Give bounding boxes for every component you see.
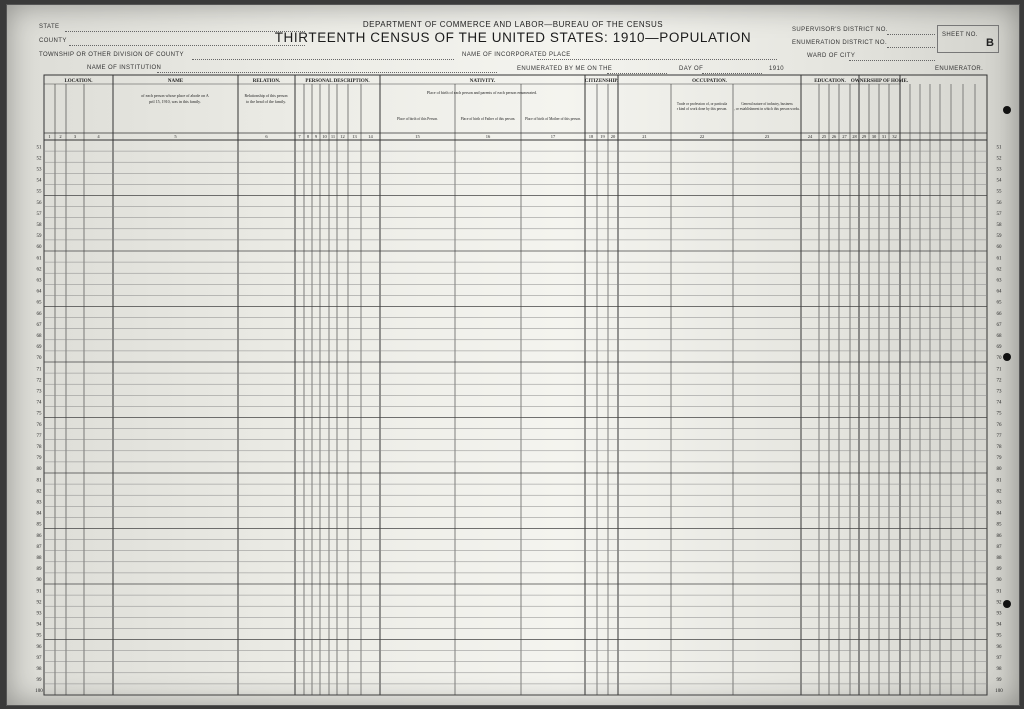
column-number: 6 bbox=[265, 134, 268, 139]
row-number-right: 91 bbox=[996, 589, 1002, 595]
row-number-right: 73 bbox=[996, 389, 1002, 395]
row-number-left: 74 bbox=[36, 400, 42, 406]
row-number-left: 88 bbox=[36, 556, 42, 562]
row-number-left: 54 bbox=[36, 178, 42, 184]
row-number-right: 51 bbox=[996, 145, 1002, 151]
row-number-left: 100 bbox=[35, 689, 43, 695]
row-number-left: 69 bbox=[36, 345, 42, 351]
row-number-left: 56 bbox=[36, 200, 42, 206]
name-instructions: pril 15, 1910, was in this family. bbox=[149, 99, 201, 104]
row-number-left: 53 bbox=[36, 167, 42, 173]
row-number-left: 77 bbox=[36, 433, 42, 439]
row-number-left: 70 bbox=[36, 356, 42, 362]
row-number-left: 87 bbox=[36, 544, 42, 550]
occupation-subhead: , or establishment in which this person works. bbox=[734, 107, 800, 111]
county-label: COUNTY bbox=[39, 38, 67, 44]
column-number: 24 bbox=[807, 134, 813, 139]
column-group-title: RELATION. bbox=[252, 79, 281, 84]
occupation-subhead: r kind of work done by this person. bbox=[676, 107, 728, 111]
column-number: 16 bbox=[485, 134, 491, 139]
row-number-right: 52 bbox=[996, 156, 1002, 162]
row-number-right: 71 bbox=[996, 367, 1002, 373]
row-number-left: 89 bbox=[36, 567, 42, 573]
row-number-left: 68 bbox=[36, 334, 42, 340]
row-number-right: 64 bbox=[996, 289, 1002, 295]
row-number-left: 73 bbox=[36, 389, 42, 395]
column-number: 28 bbox=[852, 134, 857, 139]
column-number: 11 bbox=[330, 134, 336, 139]
column-number: 23 bbox=[764, 134, 770, 139]
row-number-right: 100 bbox=[995, 689, 1003, 695]
row-number-left: 96 bbox=[36, 644, 42, 650]
punch-hole bbox=[1003, 353, 1011, 361]
row-number-right: 68 bbox=[996, 334, 1002, 340]
row-number-right: 66 bbox=[996, 311, 1002, 317]
row-number-right: 90 bbox=[996, 578, 1002, 584]
row-number-right: 57 bbox=[996, 211, 1002, 217]
department-heading: DEPARTMENT OF COMMERCE AND LABOR—BUREAU OF THE CENSUS bbox=[362, 20, 664, 29]
row-number-right: 89 bbox=[996, 567, 1002, 573]
row-number-right: 55 bbox=[996, 189, 1002, 195]
row-number-left: 91 bbox=[36, 589, 42, 595]
row-number-right: 60 bbox=[996, 245, 1002, 251]
row-number-right: 56 bbox=[996, 200, 1002, 206]
column-group-title: OCCUPATION. bbox=[692, 79, 727, 84]
enumerated-label: ENUMERATED BY ME ON THE bbox=[517, 66, 613, 72]
column-number: 27 bbox=[842, 134, 847, 139]
row-number-right: 84 bbox=[996, 511, 1002, 517]
row-number-right: 77 bbox=[996, 433, 1002, 439]
column-number: 3 bbox=[73, 134, 77, 139]
column-number: 31 bbox=[881, 134, 887, 139]
column-number: 32 bbox=[892, 134, 897, 139]
row-number-left: 52 bbox=[36, 156, 42, 162]
column-number: 25 bbox=[821, 134, 827, 139]
row-number-left: 62 bbox=[36, 267, 42, 273]
row-number-right: 82 bbox=[996, 489, 1002, 495]
row-number-right: 80 bbox=[996, 467, 1002, 473]
column-number: 9 bbox=[314, 134, 318, 139]
column-number: 4 bbox=[97, 134, 100, 139]
row-number-right: 65 bbox=[996, 300, 1002, 306]
day-of-label: DAY OF bbox=[679, 66, 704, 72]
sheet-number-label: SHEET NO. bbox=[942, 32, 978, 38]
institution-label: NAME OF INSTITUTION bbox=[87, 65, 162, 71]
occupation-subhead: General nature of industry, business bbox=[741, 102, 793, 106]
enumerator-label: ENUMERATOR. bbox=[935, 66, 984, 72]
column-number: 2 bbox=[59, 134, 62, 139]
row-number-left: 51 bbox=[36, 145, 42, 151]
relation-instructions: to the head of the family. bbox=[246, 99, 286, 104]
row-number-left: 71 bbox=[36, 367, 42, 373]
row-number-right: 74 bbox=[996, 400, 1002, 406]
row-number-left: 79 bbox=[36, 456, 42, 462]
row-number-left: 98 bbox=[36, 667, 42, 673]
row-number-right: 92 bbox=[996, 600, 1002, 606]
row-number-left: 64 bbox=[36, 289, 42, 295]
row-number-right: 53 bbox=[996, 167, 1002, 173]
row-number-right: 69 bbox=[996, 345, 1002, 351]
row-number-left: 99 bbox=[36, 678, 42, 684]
column-number: 18 bbox=[588, 134, 594, 139]
punch-hole bbox=[1003, 106, 1011, 114]
row-number-left: 97 bbox=[36, 655, 42, 661]
row-number-left: 72 bbox=[36, 378, 42, 384]
column-group-title: EDUCATION. bbox=[814, 79, 846, 84]
nativity-instructions: Place of birth of each person and parents of each person enumerated. bbox=[426, 90, 538, 95]
row-number-right: 83 bbox=[996, 500, 1002, 506]
row-number-right: 62 bbox=[996, 267, 1002, 273]
incorporated-place-label: NAME OF INCORPORATED PLACE bbox=[462, 52, 571, 58]
column-number: 8 bbox=[306, 134, 310, 139]
row-number-left: 75 bbox=[36, 411, 42, 417]
column-number: 30 bbox=[871, 134, 877, 139]
row-number-right: 99 bbox=[996, 678, 1002, 684]
row-number-right: 76 bbox=[996, 422, 1002, 428]
row-number-right: 61 bbox=[996, 256, 1002, 262]
row-number-left: 65 bbox=[36, 300, 42, 306]
row-number-left: 86 bbox=[36, 533, 42, 539]
row-number-left: 58 bbox=[36, 223, 42, 229]
row-number-left: 95 bbox=[36, 633, 42, 639]
row-number-left: 81 bbox=[36, 478, 42, 484]
column-number: 10 bbox=[322, 134, 327, 139]
column-group-title: CITIZENSHIP. bbox=[584, 79, 619, 84]
grid-frame bbox=[44, 75, 987, 695]
nativity-subhead: Place of birth of Mother of this person. bbox=[524, 117, 582, 121]
column-number: 19 bbox=[600, 134, 605, 139]
column-group-title: NATIVITY. bbox=[469, 79, 496, 84]
row-number-left: 55 bbox=[36, 189, 42, 195]
column-number: 7 bbox=[298, 134, 301, 139]
sheet-letter: B bbox=[986, 37, 994, 49]
column-number: 26 bbox=[831, 134, 837, 139]
row-number-right: 86 bbox=[996, 533, 1002, 539]
row-number-left: 60 bbox=[36, 245, 42, 251]
column-number: 29 bbox=[861, 134, 867, 139]
row-number-right: 67 bbox=[996, 322, 1002, 328]
row-number-left: 94 bbox=[36, 622, 42, 628]
row-number-right: 94 bbox=[996, 622, 1002, 628]
row-number-right: 72 bbox=[996, 378, 1002, 384]
nativity-subhead: Place of birth of this Person. bbox=[397, 117, 438, 121]
column-group-title: LOCATION. bbox=[64, 79, 93, 84]
row-number-right: 70 bbox=[996, 356, 1002, 362]
row-number-left: 80 bbox=[36, 467, 42, 473]
ward-label: WARD OF CITY bbox=[807, 53, 856, 59]
row-number-right: 93 bbox=[996, 611, 1002, 617]
row-number-left: 67 bbox=[36, 322, 42, 328]
column-number: 5 bbox=[174, 134, 177, 139]
column-number: 15 bbox=[415, 134, 420, 139]
row-number-right: 96 bbox=[996, 644, 1002, 650]
row-number-left: 66 bbox=[36, 311, 42, 317]
row-number-right: 63 bbox=[996, 278, 1002, 284]
column-group-title: PERSONAL DESCRIPTION. bbox=[305, 79, 370, 84]
column-number: 21 bbox=[642, 134, 647, 139]
row-number-left: 82 bbox=[36, 489, 42, 495]
enumeration-district-label: ENUMERATION DISTRICT NO. bbox=[792, 40, 888, 46]
supervisor-label: SUPERVISOR'S DISTRICT NO. bbox=[792, 27, 888, 33]
state-label: STATE bbox=[39, 24, 60, 30]
row-number-left: 90 bbox=[36, 578, 42, 584]
row-number-left: 93 bbox=[36, 611, 42, 617]
column-number: 22 bbox=[699, 134, 705, 139]
row-number-right: 87 bbox=[996, 544, 1002, 550]
row-number-right: 97 bbox=[996, 655, 1002, 661]
sheet-title: THIRTEENTH CENSUS OF THE UNITED STATES: 1910—POPULATION bbox=[274, 30, 752, 45]
year-label: 1910 bbox=[769, 66, 784, 72]
census-grid bbox=[7, 5, 1019, 705]
row-number-left: 83 bbox=[36, 500, 42, 506]
census-sheet bbox=[6, 4, 1020, 706]
column-group-title: NAME bbox=[167, 79, 184, 84]
relation-instructions: Relationship of this person bbox=[244, 93, 288, 98]
row-number-right: 85 bbox=[996, 522, 1002, 528]
row-number-left: 57 bbox=[36, 211, 42, 217]
row-number-left: 78 bbox=[36, 445, 42, 451]
row-number-left: 92 bbox=[36, 600, 42, 606]
row-number-right: 98 bbox=[996, 667, 1002, 673]
column-number: 1 bbox=[48, 134, 51, 139]
row-number-right: 95 bbox=[996, 633, 1002, 639]
row-number-left: 76 bbox=[36, 422, 42, 428]
row-number-right: 54 bbox=[996, 178, 1002, 184]
occupation-subhead: Trade or profession of, or particula bbox=[676, 102, 728, 106]
nativity-subhead: Place of birth of Father of this person. bbox=[460, 117, 516, 121]
column-group-title: OWNERSHIP OF HOME. bbox=[850, 79, 909, 84]
row-number-left: 61 bbox=[36, 256, 42, 262]
row-number-right: 78 bbox=[996, 445, 1002, 451]
punch-hole bbox=[1003, 600, 1011, 608]
row-number-left: 59 bbox=[36, 234, 42, 240]
row-number-right: 79 bbox=[996, 456, 1002, 462]
name-instructions: of each person whose place of abode on A bbox=[141, 93, 209, 98]
column-number: 12 bbox=[340, 134, 345, 139]
row-number-left: 63 bbox=[36, 278, 42, 284]
column-number: 14 bbox=[368, 134, 373, 139]
column-number: 20 bbox=[610, 134, 616, 139]
row-number-right: 75 bbox=[996, 411, 1002, 417]
row-number-right: 88 bbox=[996, 556, 1002, 562]
column-number: 13 bbox=[352, 134, 357, 139]
row-number-right: 58 bbox=[996, 223, 1002, 229]
column-number: 17 bbox=[550, 134, 556, 139]
township-label: TOWNSHIP OR OTHER DIVISION OF COUNTY bbox=[39, 52, 184, 58]
row-number-right: 59 bbox=[996, 234, 1002, 240]
row-number-right: 81 bbox=[996, 478, 1002, 484]
row-number-left: 84 bbox=[36, 511, 42, 517]
row-number-left: 85 bbox=[36, 522, 42, 528]
